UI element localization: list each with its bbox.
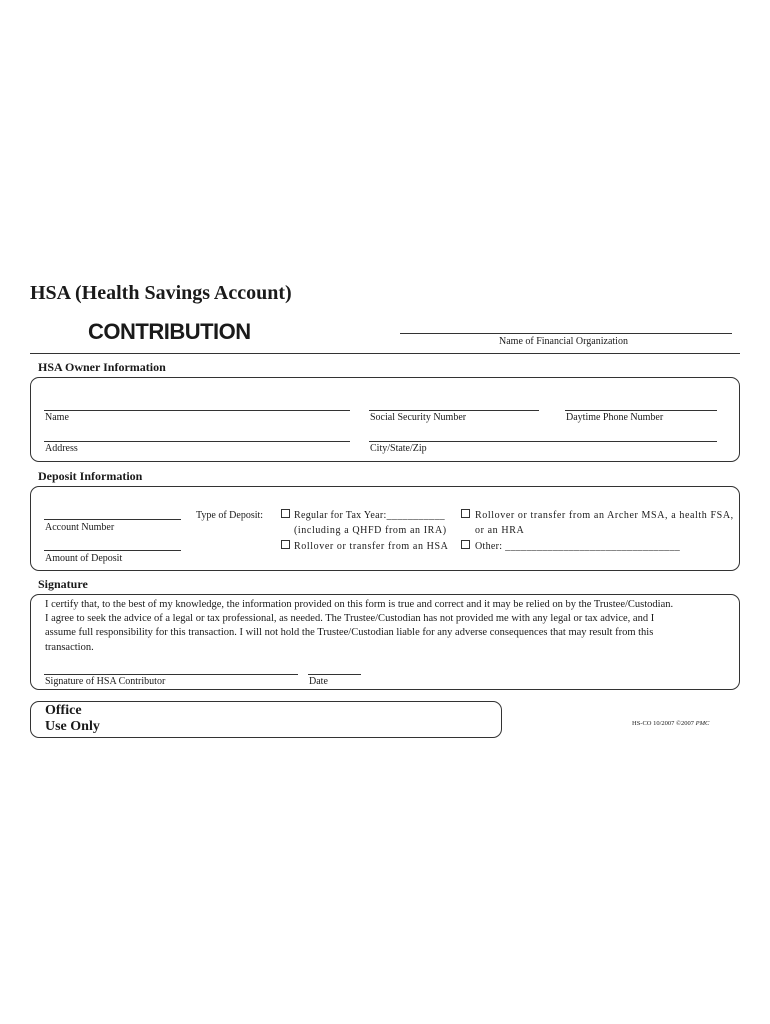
date-field[interactable] (308, 674, 361, 675)
regular-option-label: Regular for Tax Year:___________ (294, 510, 445, 521)
office-use-label (45, 703, 100, 735)
certification-line: transaction. (45, 641, 94, 653)
certification-line: assume full responsibility for this transaction. I will not hold the Trustee/Custodian liable for any adverse consequences that may result from this (45, 627, 654, 639)
rollover-hsa-label: Rollover or transfer from an HSA (294, 541, 449, 552)
ssn-label: Social Security Number (370, 412, 467, 423)
org-name-field[interactable] (400, 333, 732, 334)
header-divider (30, 353, 740, 354)
regular-option-note: (including a QHFD from an IRA) (294, 525, 447, 536)
other-checkbox[interactable] (461, 540, 470, 549)
deposit-section-heading: Deposit Information (38, 469, 143, 483)
certification-text (45, 598, 735, 655)
phone-label: Daytime Phone Number (566, 412, 664, 423)
rollover-archer-label: Rollover or transfer from an Archer MSA, a health FSA, (475, 510, 734, 521)
signature-section-heading: Signature (38, 577, 88, 591)
other-option-label: Other: _________________________________ (475, 541, 681, 552)
owner-section-heading: HSA Owner Information (38, 360, 166, 374)
ssn-field[interactable] (369, 410, 539, 411)
form-code-text: HS-CO 10/2007 ©2007 (632, 720, 696, 727)
rollover-archer-label-cont: or an HRA (475, 525, 525, 536)
regular-checkbox[interactable] (281, 509, 290, 518)
office-use-box (30, 701, 502, 738)
account-number-label: Account Number (45, 522, 115, 533)
rollover-archer-checkbox[interactable] (461, 509, 470, 518)
name-label: Name (45, 412, 69, 423)
office-use-line: Office (45, 703, 82, 718)
brand-name: PMC (695, 720, 710, 727)
form-code (632, 720, 709, 727)
city-state-zip-label: City/State/Zip (370, 443, 427, 454)
org-name-label: Name of Financial Organization (499, 336, 628, 347)
contributor-signature-label: Signature of HSA Contributor (45, 676, 166, 687)
form-title: HSA (Health Savings Account) (30, 282, 292, 304)
deposit-type-label: Type of Deposit: (196, 510, 264, 521)
address-label: Address (45, 443, 78, 454)
date-label: Date (309, 676, 328, 687)
account-number-field[interactable] (44, 519, 181, 520)
form-subtitle: CONTRIBUTION (88, 319, 251, 344)
contributor-signature-field[interactable] (44, 674, 298, 675)
rollover-hsa-checkbox[interactable] (281, 540, 290, 549)
address-field[interactable] (44, 441, 350, 442)
amount-field[interactable] (44, 550, 181, 551)
certification-line: I agree to seek the advice of a legal or tax professional, as needed. The Trustee/Custodian has not provided me with any legal or tax advice, and I (45, 613, 655, 625)
certification-line: I certify that, to the best of my knowledge, the information provided on this form is true and correct and it may be relied on by the Trustee/Custodian. (45, 599, 674, 610)
amount-label: Amount of Deposit (45, 553, 123, 564)
phone-field[interactable] (565, 410, 717, 411)
office-use-line: Use Only (45, 719, 100, 734)
name-field[interactable] (44, 410, 350, 411)
city-state-zip-field[interactable] (369, 441, 717, 442)
